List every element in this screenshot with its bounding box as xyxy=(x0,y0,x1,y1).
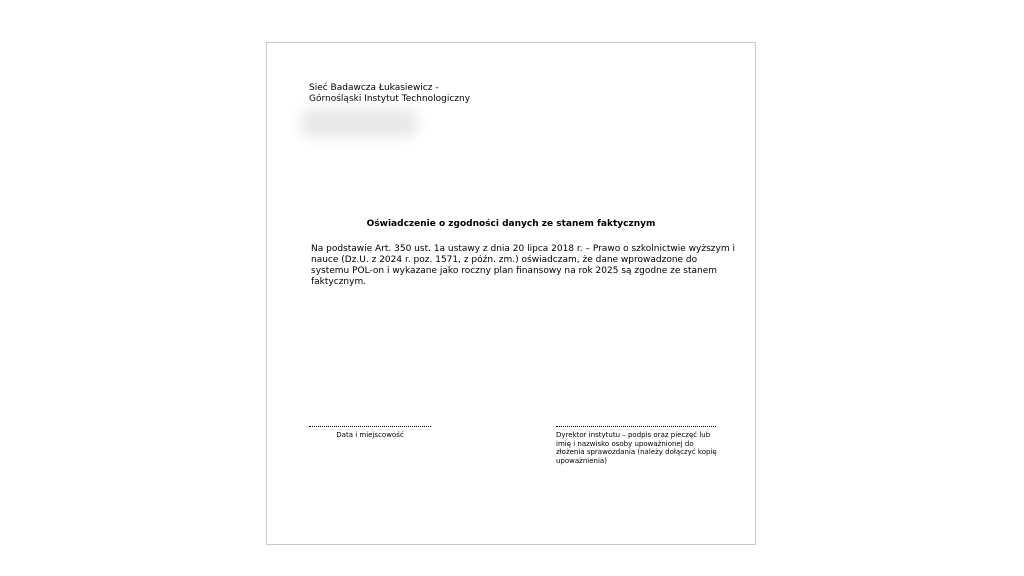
statement-line: systemu POL-on i wykazane jako roczny plan finansowy na rok 2025 są zgodne ze stanem xyxy=(311,266,718,276)
director-caption-line: Dyrektor instytutu – podpis oraz pieczęć lub xyxy=(556,431,711,439)
statement-line: nauce (Dz.U. z 2024 r. poz. 1571, z późn. zm.) oświadczam, że dane wprowadzone do xyxy=(311,255,698,265)
director-signature-caption xyxy=(556,431,716,465)
director-caption-line: upoważnienia) xyxy=(556,456,607,465)
statement-body xyxy=(311,244,735,288)
document-title: Oświadczenie o zgodności danych ze stanem faktycznym xyxy=(366,219,656,229)
date-place-signature-block xyxy=(309,426,431,440)
redacted-stamp-area xyxy=(301,109,417,137)
organization-name-line1: Sieć Badawcza Łukasiewicz - xyxy=(309,83,439,93)
director-caption-line: złożenia sprawozdania (należy dołączyć kopię xyxy=(556,448,717,457)
organization-header xyxy=(309,83,470,105)
director-caption-line: imię i nazwisko osoby upoważnionej do xyxy=(556,439,694,448)
date-place-caption: Data i miejscowość xyxy=(336,431,404,439)
document-page xyxy=(266,42,756,545)
director-signature-dotted-line xyxy=(556,426,716,427)
statement-line: faktycznym. xyxy=(311,277,367,287)
director-signature-block xyxy=(556,426,716,465)
statement-line: Na podstawie Art. 350 ust. 1a ustawy z dnia 20 lipca 2018 r. – Prawo o szkolnictwie wyższym i xyxy=(311,244,735,254)
organization-name-line2: Górnośląski Instytut Technologiczny xyxy=(309,94,471,104)
date-place-dotted-line xyxy=(309,426,431,427)
